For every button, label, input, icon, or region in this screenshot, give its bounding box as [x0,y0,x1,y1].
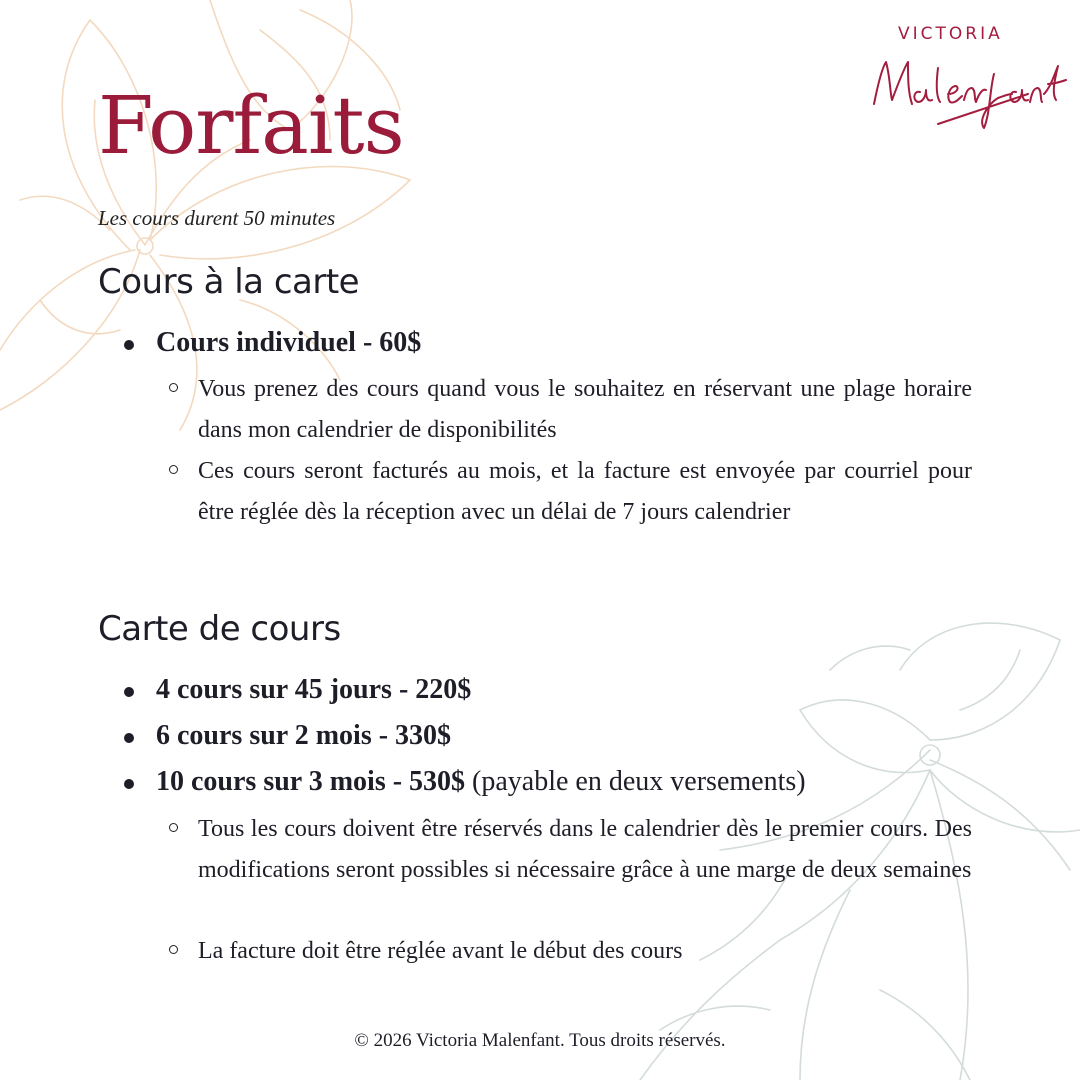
item-label: 10 cours sur 3 mois [156,766,386,797]
item-sep: - [371,720,396,751]
item-price: 60$ [379,327,422,358]
sub-item: Vous prenez des cours quand vous le souhaitez en réservant une plage horaire dans mon calendrier de disponibilités [198,369,972,451]
item-note: (payable en deux versements) [465,766,806,797]
item-sep: - [391,674,416,705]
sub-item: Tous les cours doivent être réservés dans le calendrier dès le premier cours. Des modifications seront possibles si nécessaire grâce à une marge de deux semaines [198,809,972,891]
item-label: 6 cours sur 2 mois [156,720,372,751]
item-price: 530$ [409,766,466,797]
list-item-package [156,766,806,798]
logo-wordmark: VICTORIA [898,24,1003,44]
section-heading-a-la-carte: Cours à la carte [98,262,360,302]
item-label: 4 cours sur 45 jours [156,674,392,705]
item-price: 330$ [395,720,452,751]
duration-note: Les cours durent 50 minutes [98,206,336,230]
page-title: Forfaits [98,79,404,172]
section-heading-carte-de-cours: Carte de cours [98,609,341,649]
logo-signature [868,44,1068,134]
item-sep: - [385,766,410,797]
list-item-package [156,720,451,752]
list-item-individual [156,327,421,359]
list-item-package [156,674,471,706]
sub-item: Ces cours seront facturés au mois, et la facture est envoyée par courriel pour être réglée dès la réception avec un délai de 7 jours calendrier [198,451,972,533]
item-price: 220$ [415,674,472,705]
item-label: Cours individuel [156,327,356,358]
item-sep: - [355,327,380,358]
brand-logo [868,18,1068,128]
copyright-footer: © 2026 Victoria Malenfant. Tous droits réservés. [354,1030,726,1051]
sub-item: La facture doit être réglée avant le début des cours [198,931,972,972]
